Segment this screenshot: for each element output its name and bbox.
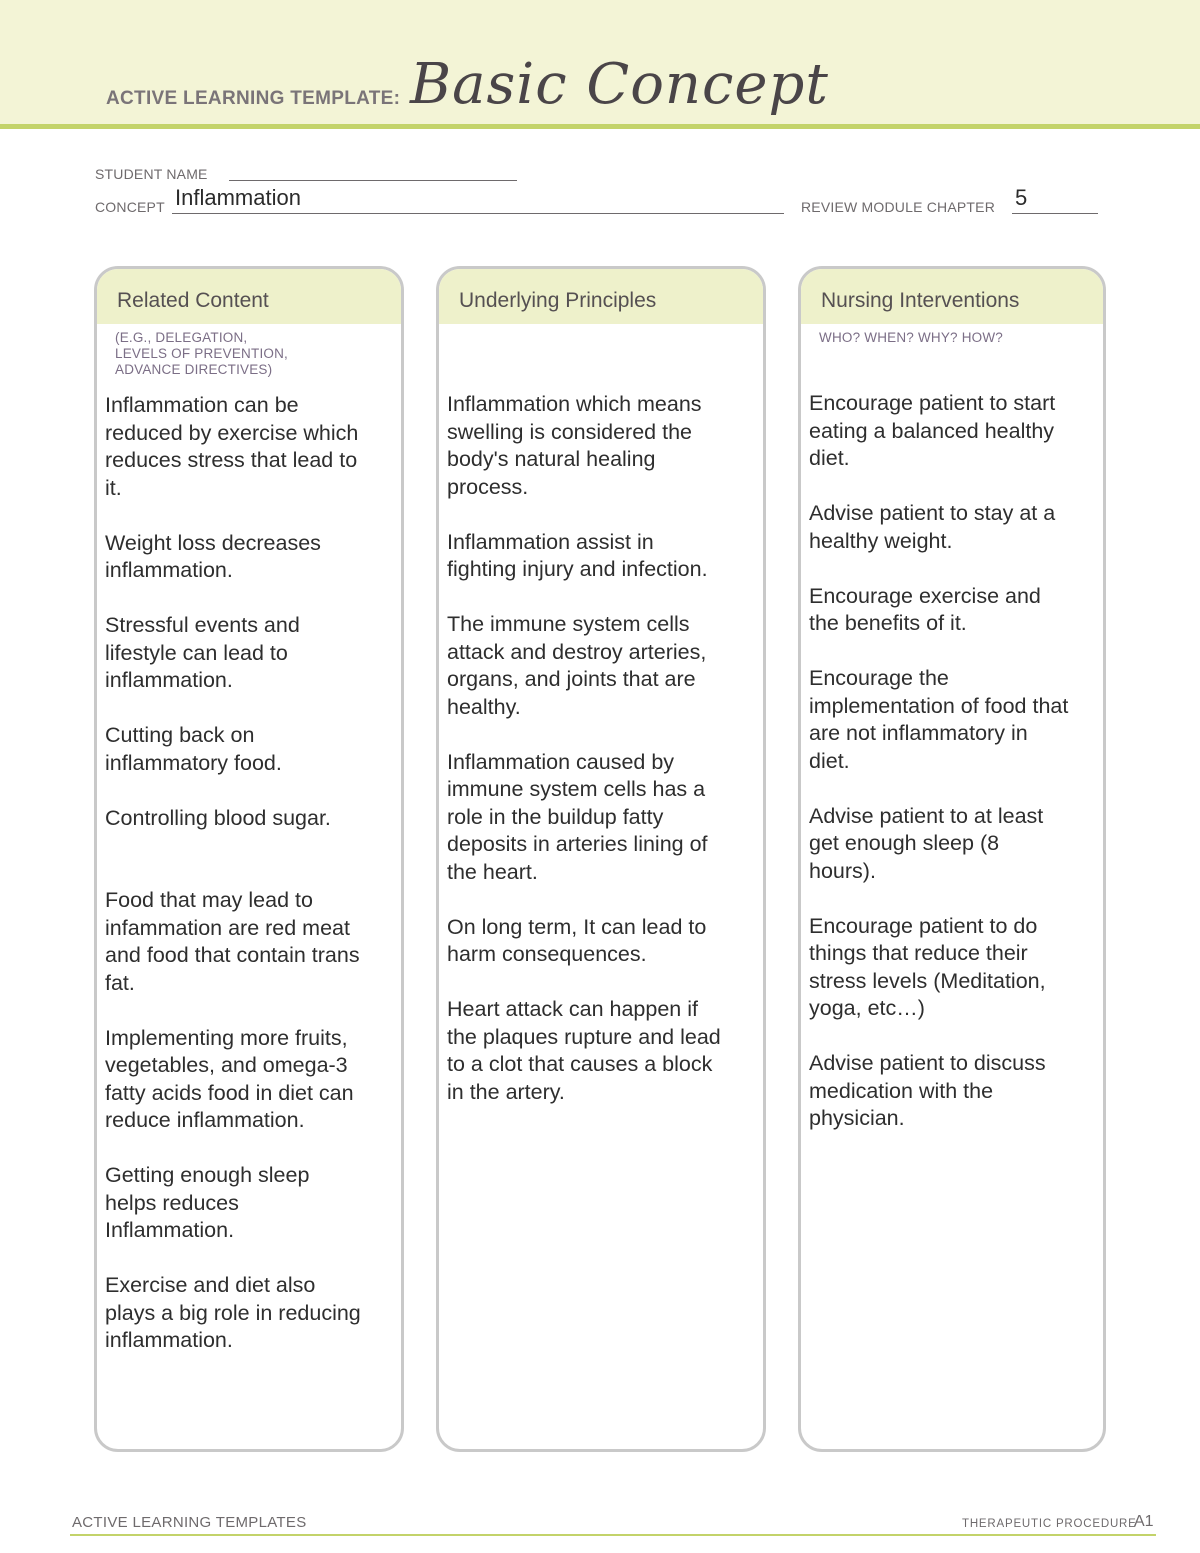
list-item: Heart attack can happen if the plaques rupture and lead to a clot that causes a block in the artery. xyxy=(447,997,721,1104)
concept-label: CONCEPT xyxy=(95,199,165,215)
panel-title: Nursing Interventions xyxy=(821,289,1020,312)
panel-header xyxy=(97,269,401,324)
list-item: Advise patient to at least get enough sleep (8 hours). xyxy=(809,803,1044,883)
panel-title: Underlying Principles xyxy=(459,289,657,312)
template-label: ACTIVE LEARNING TEMPLATE: xyxy=(106,88,401,109)
panel-body xyxy=(447,391,757,1106)
list-item: Inflammation caused by immune system cells has a role in the buildup fatty deposits in arteries lining of the heart. xyxy=(447,749,708,884)
list-item: Advise patient to discuss medication with the physician. xyxy=(809,1051,1046,1130)
student-name-label: STUDENT NAME xyxy=(95,166,208,182)
panel-body xyxy=(105,392,395,1355)
underlying-principles-panel xyxy=(436,266,766,1452)
concept-value: Inflammation xyxy=(175,185,301,210)
footer-template-label: ACTIVE LEARNING TEMPLATES xyxy=(72,1514,307,1531)
panel-header xyxy=(801,269,1103,324)
review-module-value: 5 xyxy=(1015,185,1028,210)
review-module-label: REVIEW MODULE CHAPTER xyxy=(801,199,995,215)
list-item: Encourage exercise and the benefits of it. xyxy=(809,583,1041,635)
list-item: Implementing more fruits, vegetables, and omega-3 fatty acids food in diet can reduce inflammation. xyxy=(105,1025,354,1132)
list-item: Inflammation assist in fighting injury and infection. xyxy=(447,529,708,581)
list-item: The immune system cells attack and destroy arteries, organs, and joints that are healthy. xyxy=(447,612,707,719)
list-item: Advise patient to stay at a healthy weight. xyxy=(809,501,1056,553)
list-item: Weight loss decreases inflammation. xyxy=(105,530,321,582)
panel-body xyxy=(809,390,1097,1133)
nursing-interventions-panel xyxy=(798,266,1106,1452)
panel-title: Related Content xyxy=(117,289,269,312)
panel-subtitle: (E.G., DELEGATION, LEVELS OF PREVENTION, ADVANCE DIRECTIVES) xyxy=(115,330,288,377)
panel-subtitle: WHO? WHEN? WHY? HOW? xyxy=(819,330,1004,345)
concept-field[interactable] xyxy=(172,213,784,214)
list-item: Exercise and diet also plays a big role in reducing inflammation. xyxy=(105,1273,361,1352)
panel-header xyxy=(439,269,763,324)
related-content-panel xyxy=(94,266,404,1452)
list-item: Getting enough sleep helps reduces Inflammation. xyxy=(105,1163,310,1242)
list-item: Inflammation which means swelling is considered the body's natural healing process. xyxy=(447,392,702,499)
page-title: Basic Concept xyxy=(410,52,829,117)
list-item: Encourage patient to do things that reduce their stress levels (Meditation, yoga, etc…) xyxy=(809,913,1046,1020)
list-item: On long term, It can lead to harm consequences. xyxy=(447,914,707,966)
list-item: Controlling blood sugar. xyxy=(105,805,331,830)
list-item: Cutting back on inflammatory food. xyxy=(105,723,282,775)
footer-divider xyxy=(70,1534,1156,1536)
list-item: Food that may lead to infammation are red meat and food that contain trans fat. xyxy=(105,888,360,995)
list-item: Encourage patient to start eating a balanced healthy diet. xyxy=(809,391,1056,470)
footer-page-code: A1 xyxy=(1134,1513,1154,1530)
list-item: Stressful events and lifestyle can lead to inflammation. xyxy=(105,613,300,692)
list-item: Encourage the implementation of food that are not inflammatory in diet. xyxy=(809,666,1069,773)
list-item: Inflammation can be reduced by exercise which reduces stress that lead to it. xyxy=(105,393,359,500)
footer-section-label: THERAPEUTIC PROCEDURE xyxy=(962,1518,1137,1530)
review-module-field[interactable] xyxy=(1012,213,1098,214)
student-name-field[interactable] xyxy=(229,180,517,181)
